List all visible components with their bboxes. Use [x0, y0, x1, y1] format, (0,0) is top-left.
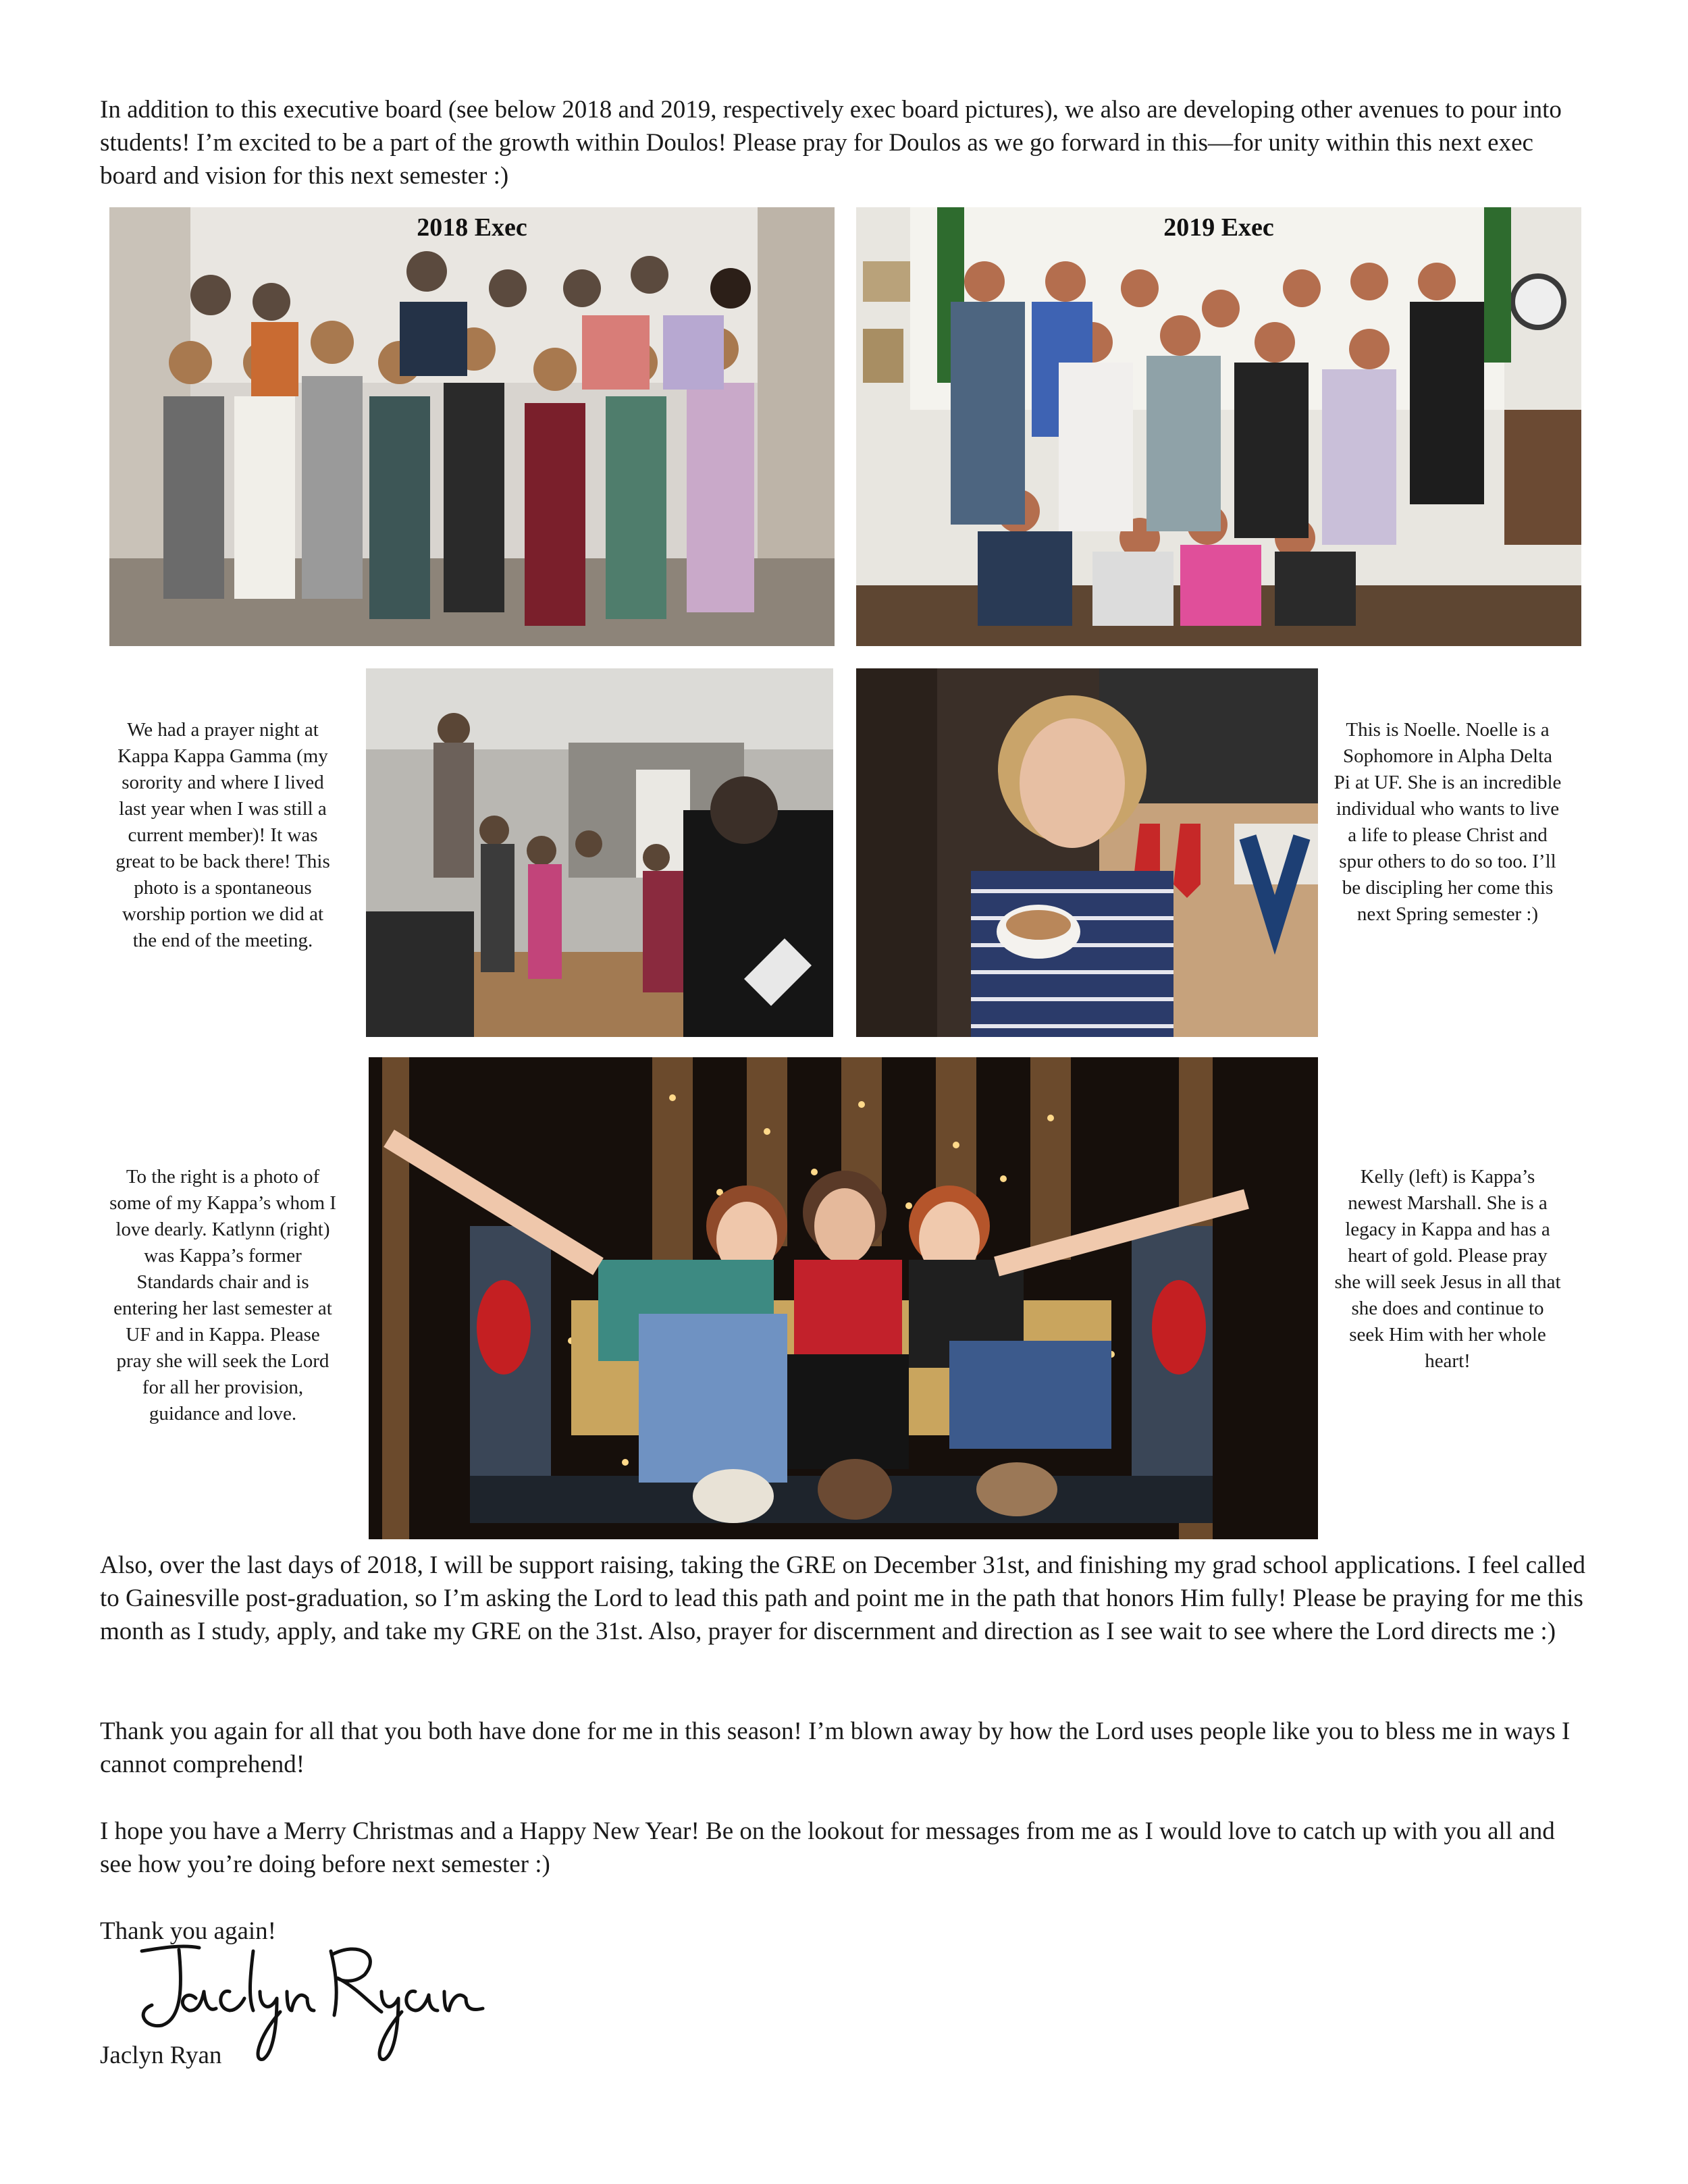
exec-2019-photo — [856, 207, 1581, 646]
exec-2019-label: 2019 Exec — [1163, 213, 1274, 242]
kappa-truck-photo — [369, 1057, 1318, 1539]
thanks-paragraph: Thank you again for all that you both have done for me in this season! I’m blown away by how the Lord uses people like you to bless me in ways I cannot comprehend! — [100, 1717, 1571, 1778]
intro-paragraph: In addition to this executive board (see below 2018 and 2019, respectively exec board pictures), we also are developing other avenues to pour into students! I’m excited to be a part of the growth within Doulos! Please pray for Doulos as we go forward in this—for unity within this next exec board and vision for this next semester :) — [100, 96, 1562, 190]
prayer-night-caption: We had a prayer night at Kappa Kappa Gamma (my sorority and where I lived last year when I was still a current member)! It was great to be back there! This photo is a spontaneous worship portion we did at the end of the meeting. — [115, 719, 330, 951]
exec-2018-photo — [109, 207, 835, 646]
kelly-caption: Kelly (left) is Kappa’s newest Marshall. She is a legacy in Kappa and has a heart of gold. Please pray she will seek Jesus in all that she does and continue to seek Him with her whole heart! — [1334, 1166, 1561, 1372]
signed-name: Jaclyn Ryan — [100, 2042, 222, 2069]
holiday-paragraph: I hope you have a Merry Christmas and a Happy New Year! Be on the lookout for messages from me as I would love to catch up with you all and see how you’re doing before next semester :) — [100, 1817, 1555, 1878]
prayer-night-photo — [366, 668, 833, 1037]
noelle-photo — [856, 668, 1318, 1037]
closing-line: Thank you again! — [100, 1917, 276, 1945]
noelle-caption: This is Noelle. Noelle is a Sophomore in Alpha Delta Pi at UF. She is an incredible individual who wants to live a life to please Christ and spur others to do so too. I’ll be discipling her come this next Spring semester :) — [1334, 719, 1562, 925]
katlynn-caption: To the right is a photo of some of my Kappa’s whom I love dearly. Katlynn (right) was Kappa’s former Standards chair and is entering her last semester at UF and in Kappa. Please pray she will seek the Lord for all her provision, guidance and love. — [109, 1166, 336, 1424]
gre-paragraph: Also, over the last days of 2018, I will be support raising, taking the GRE on December 31st, and finishing my grad school applications. I feel called to Gainesville post-graduation, so I’m asking the Lord to lead this path and point me in the path that honors Him fully! Please be praying for me this month as I study, apply, and take my GRE on the 31st. Also, prayer for discernment and direction as I see wait to see where the Lord directs me :) — [100, 1551, 1585, 1645]
exec-2018-label: 2018 Exec — [417, 213, 527, 242]
